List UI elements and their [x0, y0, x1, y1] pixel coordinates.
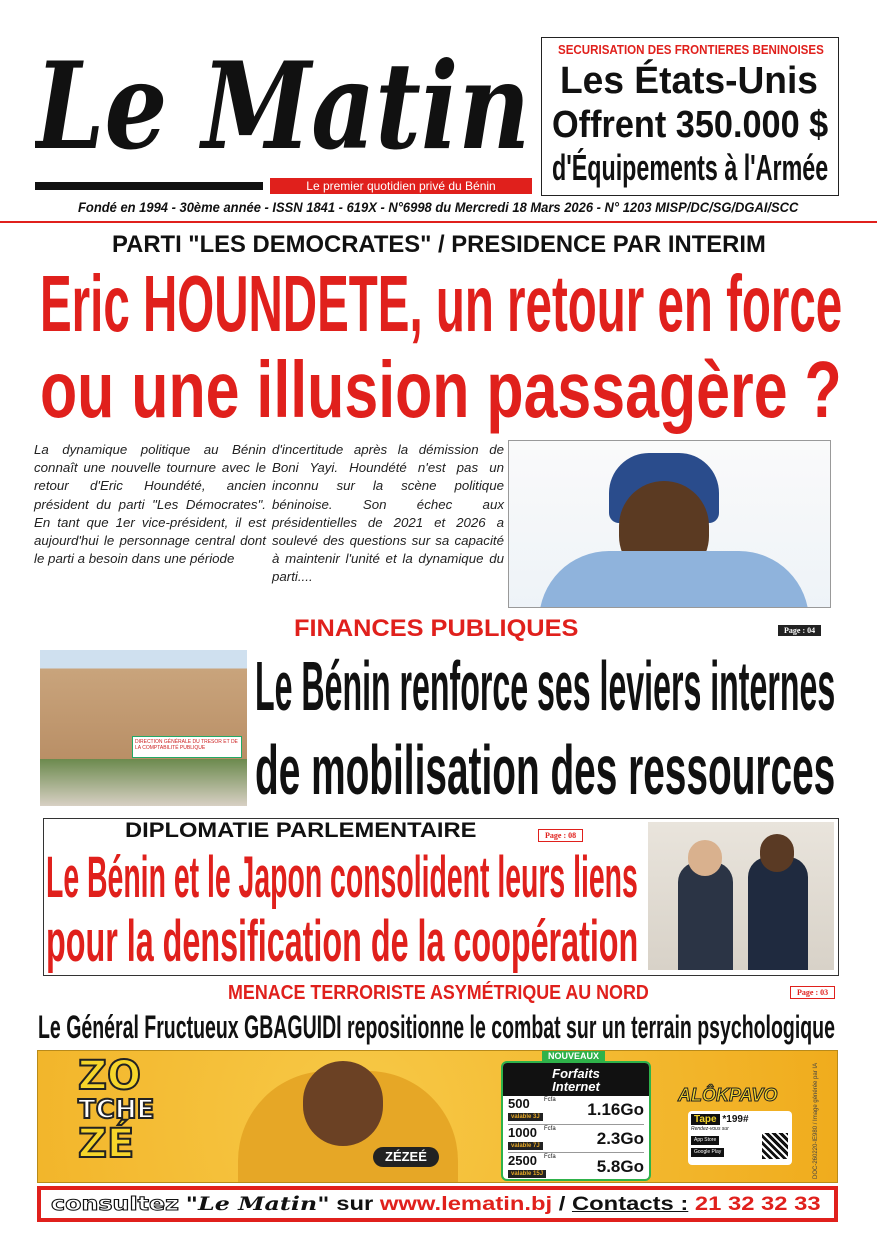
lead-body-col-1: La dynamique politique au Bénin connaît une nouvelle tournure avec le retour d'Eric Houndété, ancien président du parti "Les Démocrates". En tant que 1er vice-président, il est aujourd'hui le personnage central dont le parti a besoin dans une période [34, 442, 266, 567]
finances-headline-line-1: Le Bénin renforce ses leviers internes [255, 647, 836, 725]
page-badge: Page : 04 [778, 625, 821, 636]
page-badge: Page : 08 [538, 829, 583, 842]
plan-validity: valable 7J [508, 1142, 543, 1150]
app-store-button[interactable]: App Store [691, 1136, 719, 1145]
top-story-line-2: Offrent 350.000 $ [552, 104, 829, 146]
plan-validity: valable 15J [508, 1170, 546, 1178]
treasury-building-photo [40, 650, 247, 806]
ad-brand: ZO TCHE ZÉ [78, 1053, 155, 1167]
footer-bar [37, 1186, 838, 1222]
issue-info-line: Fondé en 1994 - 30ème année - ISSN 1841 - 619X - N°6998 du Mercredi 18 Mars 2026 - N° 1203 MISP/DC/SG/DGAI/SCC [78, 199, 799, 215]
plan-price: 1000 [508, 1125, 537, 1140]
divider [0, 221, 877, 223]
ad-reference: DOC-260220-IE980 / Image générée par IA [813, 1062, 819, 1179]
top-story-box[interactable] [541, 37, 839, 196]
artist-name: ZÉZEÉ [373, 1147, 439, 1167]
houndete-photo [508, 440, 831, 608]
new-badge: NOUVEAUX [542, 1051, 605, 1061]
plan-data: 5.8Go [596, 1157, 644, 1176]
plan-unit: Fcfa [544, 1154, 556, 1160]
plan-list [503, 1096, 649, 1180]
finances-kicker: FINANCES PUBLIQUES [294, 615, 579, 642]
top-story-kicker: SECURISATION DES FRONTIERES BENINOISES [558, 42, 824, 57]
terror-kicker: MENACE TERRORISTE ASYMÉTRIQUE AU NORD [228, 982, 649, 1004]
diplomatie-headline-line-2: pour la densification de la coopération [46, 909, 639, 974]
plan-unit: Fcfa [544, 1126, 556, 1132]
lead-headline-line-1: Eric HOUNDETE, un retour en force [40, 259, 843, 348]
plan-row [508, 1096, 644, 1124]
finances-headline-line-2: de mobilisation des ressources [255, 731, 836, 809]
plan-price: 2500 [508, 1153, 537, 1168]
newspaper-logo: Le Matin [35, 40, 530, 176]
diplomats-photo [648, 822, 834, 970]
website-link[interactable]: www.lematin.bj [379, 1194, 553, 1215]
tagline: Le premier quotidien privé du Bénin [270, 178, 532, 194]
contact-phone: 21 32 32 33 [694, 1194, 821, 1215]
plan-unit: Fcfa [544, 1097, 556, 1103]
forfaits-card: Forfaits Internet 500 Fcfa valable 3J 1.16Go 1000 Fcfa valable 7J 2.3Go 2500 Fcfa valable 15J 5.8Go [501, 1061, 651, 1181]
alokpavo-logo: ALÔKPAVO [678, 1085, 778, 1105]
top-story-line-1: Les États-Unis [560, 60, 818, 102]
logo-underline [35, 182, 263, 190]
plan-price: 500 [508, 1096, 530, 1111]
lead-body-col-2: d'incertitude après la démission de Boni Yayi. Houndété n'est pas un inconnu sur la scène politique béninoise. Son échec aux présidentielles de 2021 et 2026 a soulevé des questions sur sa capacité à maintenir l'unité et la dynamique du parti.... [272, 442, 504, 585]
advertisement-banner[interactable] [37, 1050, 838, 1183]
footer-text: consultez "Le Matin" sur www.lematin.bj / Contacts : 21 32 32 33 [51, 1193, 821, 1215]
artist-head [303, 1061, 383, 1146]
page-badge: Page : 03 [790, 986, 835, 999]
qr-code-icon [762, 1133, 788, 1159]
lead-headline-line-2: ou une illusion passagère ? [40, 345, 842, 434]
plan-data: 1.16Go [587, 1100, 644, 1119]
plan-validity: valable 3J [508, 1113, 543, 1121]
building-sign: DIRECTION GÉNÉRALE DU TRESOR ET DE LA COMPTABILITÉ PUBLIQUE [132, 736, 242, 758]
google-play-button[interactable]: Google Play [691, 1148, 724, 1157]
plan-row [508, 1152, 644, 1180]
ussd-card: Tape *199# Rendez-vous sur App Store Google Play [688, 1111, 792, 1165]
plan-row [508, 1124, 644, 1152]
terror-headline: Le Général Fructueux GBAGUIDI repositionne le combat sur un terrain psychologique [38, 1009, 835, 1045]
top-story-line-3: d'Équipements à l'Armée [552, 147, 829, 188]
plan-data: 2.3Go [596, 1129, 644, 1148]
diplomatie-kicker: DIPLOMATIE PARLEMENTAIRE [125, 819, 477, 842]
lead-kicker: PARTI "LES DEMOCRATES" / PRESIDENCE PAR INTERIM [112, 231, 766, 258]
diplomatie-headline-line-1: Le Bénin et le Japon consolident leurs liens [46, 845, 638, 910]
